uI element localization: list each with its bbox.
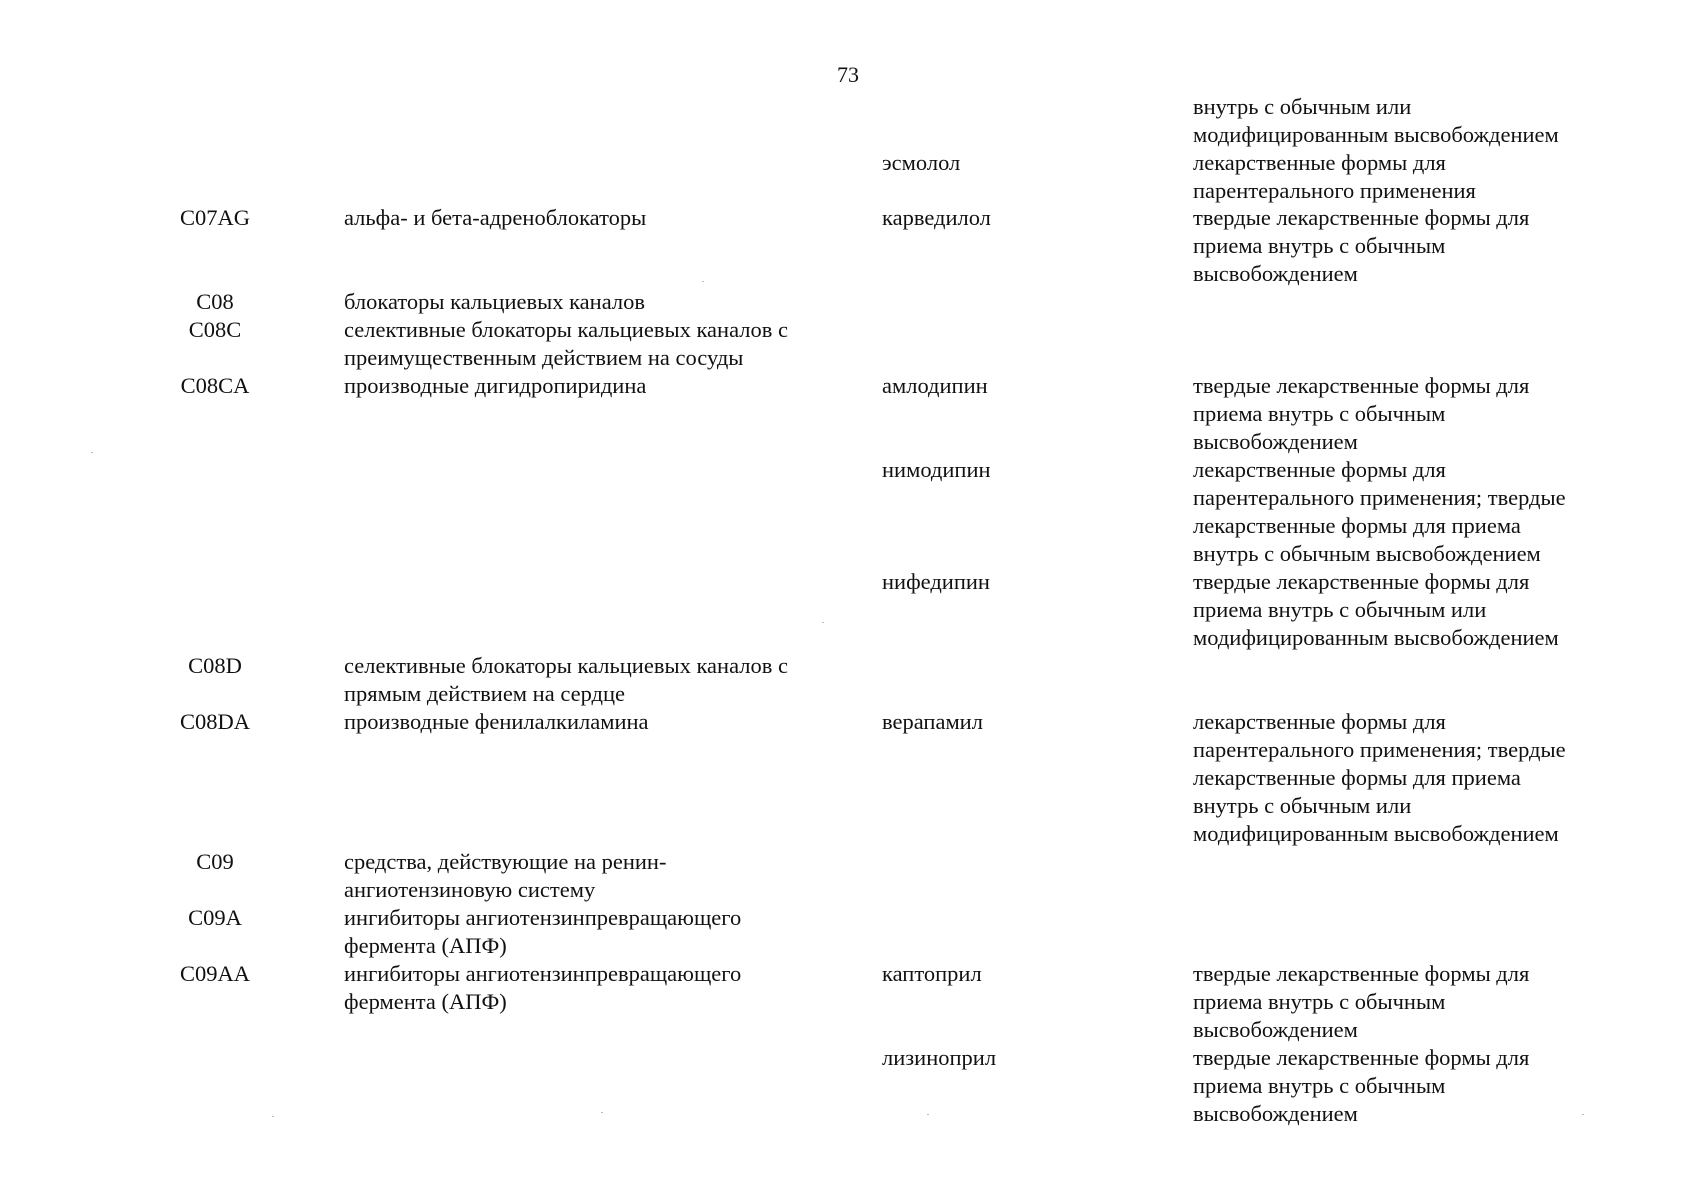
dosage-form-line: лекарственные формы для приема <box>1193 513 1521 538</box>
atc-code: C08D <box>188 653 242 678</box>
anatomical-group-line: блокаторы кальциевых каналов <box>344 289 645 314</box>
atc-code: C08C <box>188 317 242 342</box>
dosage-form-line: приема внутрь с обычным <box>1193 989 1446 1014</box>
dosage-form-line: приема внутрь с обычным или <box>1193 597 1487 622</box>
anatomical-group-line: фермента (АПФ) <box>344 989 507 1014</box>
anatomical-group-line: производные фенилалкиламина <box>344 709 649 734</box>
anatomical-group <box>344 288 844 316</box>
anatomical-group-line: преимущественным действием на сосуды <box>344 345 744 370</box>
dosage-form <box>1193 372 1663 456</box>
dosage-form-line: лекарственные формы для <box>1193 709 1446 734</box>
dosage-form-line: высвобождением <box>1193 1101 1358 1126</box>
dosage-form-line: лекарственные формы для приема <box>1193 765 1521 790</box>
scan-speck <box>702 281 704 282</box>
dosage-form-line: приема внутрь с обычным <box>1193 1073 1446 1098</box>
anatomical-group-line: ингибиторы ангиотензинпревращающего <box>344 961 742 986</box>
anatomical-group <box>344 204 844 232</box>
page-number: 73 <box>837 62 859 87</box>
dosage-form-line: парентерального применения <box>1193 178 1476 203</box>
dosage-form-line: внутрь с обычным высвобождением <box>1193 541 1541 566</box>
anatomical-group <box>344 372 844 400</box>
dosage-form <box>1193 456 1663 568</box>
dosage-form <box>1193 708 1663 848</box>
drug-name: нифедипин <box>882 569 990 594</box>
atc-code: C07AG <box>179 205 250 230</box>
dosage-form-line: твердые лекарственные формы для <box>1193 373 1530 398</box>
anatomical-group-line: производные дигидропиридина <box>344 373 647 398</box>
dosage-form-line: модифицированным высвобождением <box>1193 625 1559 650</box>
atc-code: C09 <box>196 849 234 874</box>
drug-name: верапамил <box>882 709 983 734</box>
dosage-form <box>1193 960 1663 1044</box>
drug-name: нимодипин <box>882 457 991 482</box>
anatomical-group <box>344 960 844 1016</box>
anatomical-group-line: селективные блокаторы кальциевых каналов с <box>344 317 788 342</box>
anatomical-group <box>344 316 844 372</box>
anatomical-group-line: средства, действующие на ренин- <box>344 849 667 874</box>
dosage-form-line: парентерального применения; твердые <box>1193 485 1566 510</box>
dosage-form-line: приема внутрь с обычным <box>1193 401 1446 426</box>
atc-code: C08 <box>196 289 234 314</box>
drug-name: эсмолол <box>882 150 961 175</box>
dosage-form-line: лекарственные формы для <box>1193 150 1446 175</box>
atc-code: C09A <box>188 905 242 930</box>
dosage-form <box>1193 568 1663 652</box>
scan-speck <box>822 622 824 623</box>
anatomical-group <box>344 904 844 960</box>
drug-name: каптоприл <box>882 961 982 986</box>
atc-code: C08CA <box>180 373 250 398</box>
anatomical-group <box>344 848 844 904</box>
anatomical-group-line: альфа- и бета-адреноблокаторы <box>344 205 647 230</box>
dosage-form-line: твердые лекарственные формы для <box>1193 1045 1530 1070</box>
dosage-form-line: твердые лекарственные формы для <box>1193 569 1530 594</box>
anatomical-group <box>344 652 844 708</box>
atc-code: C08DA <box>179 709 250 734</box>
dosage-form-line: высвобождением <box>1193 261 1358 286</box>
dosage-form-line: внутрь с обычным или <box>1193 94 1412 119</box>
dosage-form <box>1193 93 1663 205</box>
scan-speck <box>601 1112 603 1113</box>
dosage-form-line: лекарственные формы для <box>1193 457 1446 482</box>
scan-speck <box>272 1116 274 1117</box>
dosage-form-line: модифицированным высвобождением <box>1193 821 1559 846</box>
dosage-form-line: приема внутрь с обычным <box>1193 233 1446 258</box>
dosage-form-line: твердые лекарственные формы для <box>1193 961 1530 986</box>
dosage-form <box>1193 204 1663 288</box>
anatomical-group <box>344 708 844 736</box>
anatomical-group-line: ингибиторы ангиотензинпревращающего <box>344 905 742 930</box>
anatomical-group-line: ангиотензиновую систему <box>344 877 596 902</box>
anatomical-group-line: прямым действием на сердце <box>344 681 625 706</box>
anatomical-group-line: селективные блокаторы кальциевых каналов с <box>344 653 788 678</box>
dosage-form-line: парентерального применения; твердые <box>1193 737 1566 762</box>
atc-code: C09AA <box>179 961 250 986</box>
dosage-form-line: внутрь с обычным или <box>1193 793 1412 818</box>
drug-name: амлодипин <box>882 373 988 398</box>
scan-speck <box>1582 1114 1584 1115</box>
dosage-form-line: высвобождением <box>1193 1017 1358 1042</box>
dosage-form-line: высвобождением <box>1193 429 1358 454</box>
scan-speck <box>927 1114 929 1115</box>
drug-name: лизиноприл <box>882 1045 997 1070</box>
dosage-form-line: твердые лекарственные формы для <box>1193 205 1530 230</box>
dosage-form-line: модифицированным высвобождением <box>1193 122 1559 147</box>
scan-speck <box>91 452 93 453</box>
anatomical-group-line: фермента (АПФ) <box>344 933 507 958</box>
dosage-form <box>1193 1044 1663 1128</box>
drug-name: карведилол <box>882 205 991 230</box>
